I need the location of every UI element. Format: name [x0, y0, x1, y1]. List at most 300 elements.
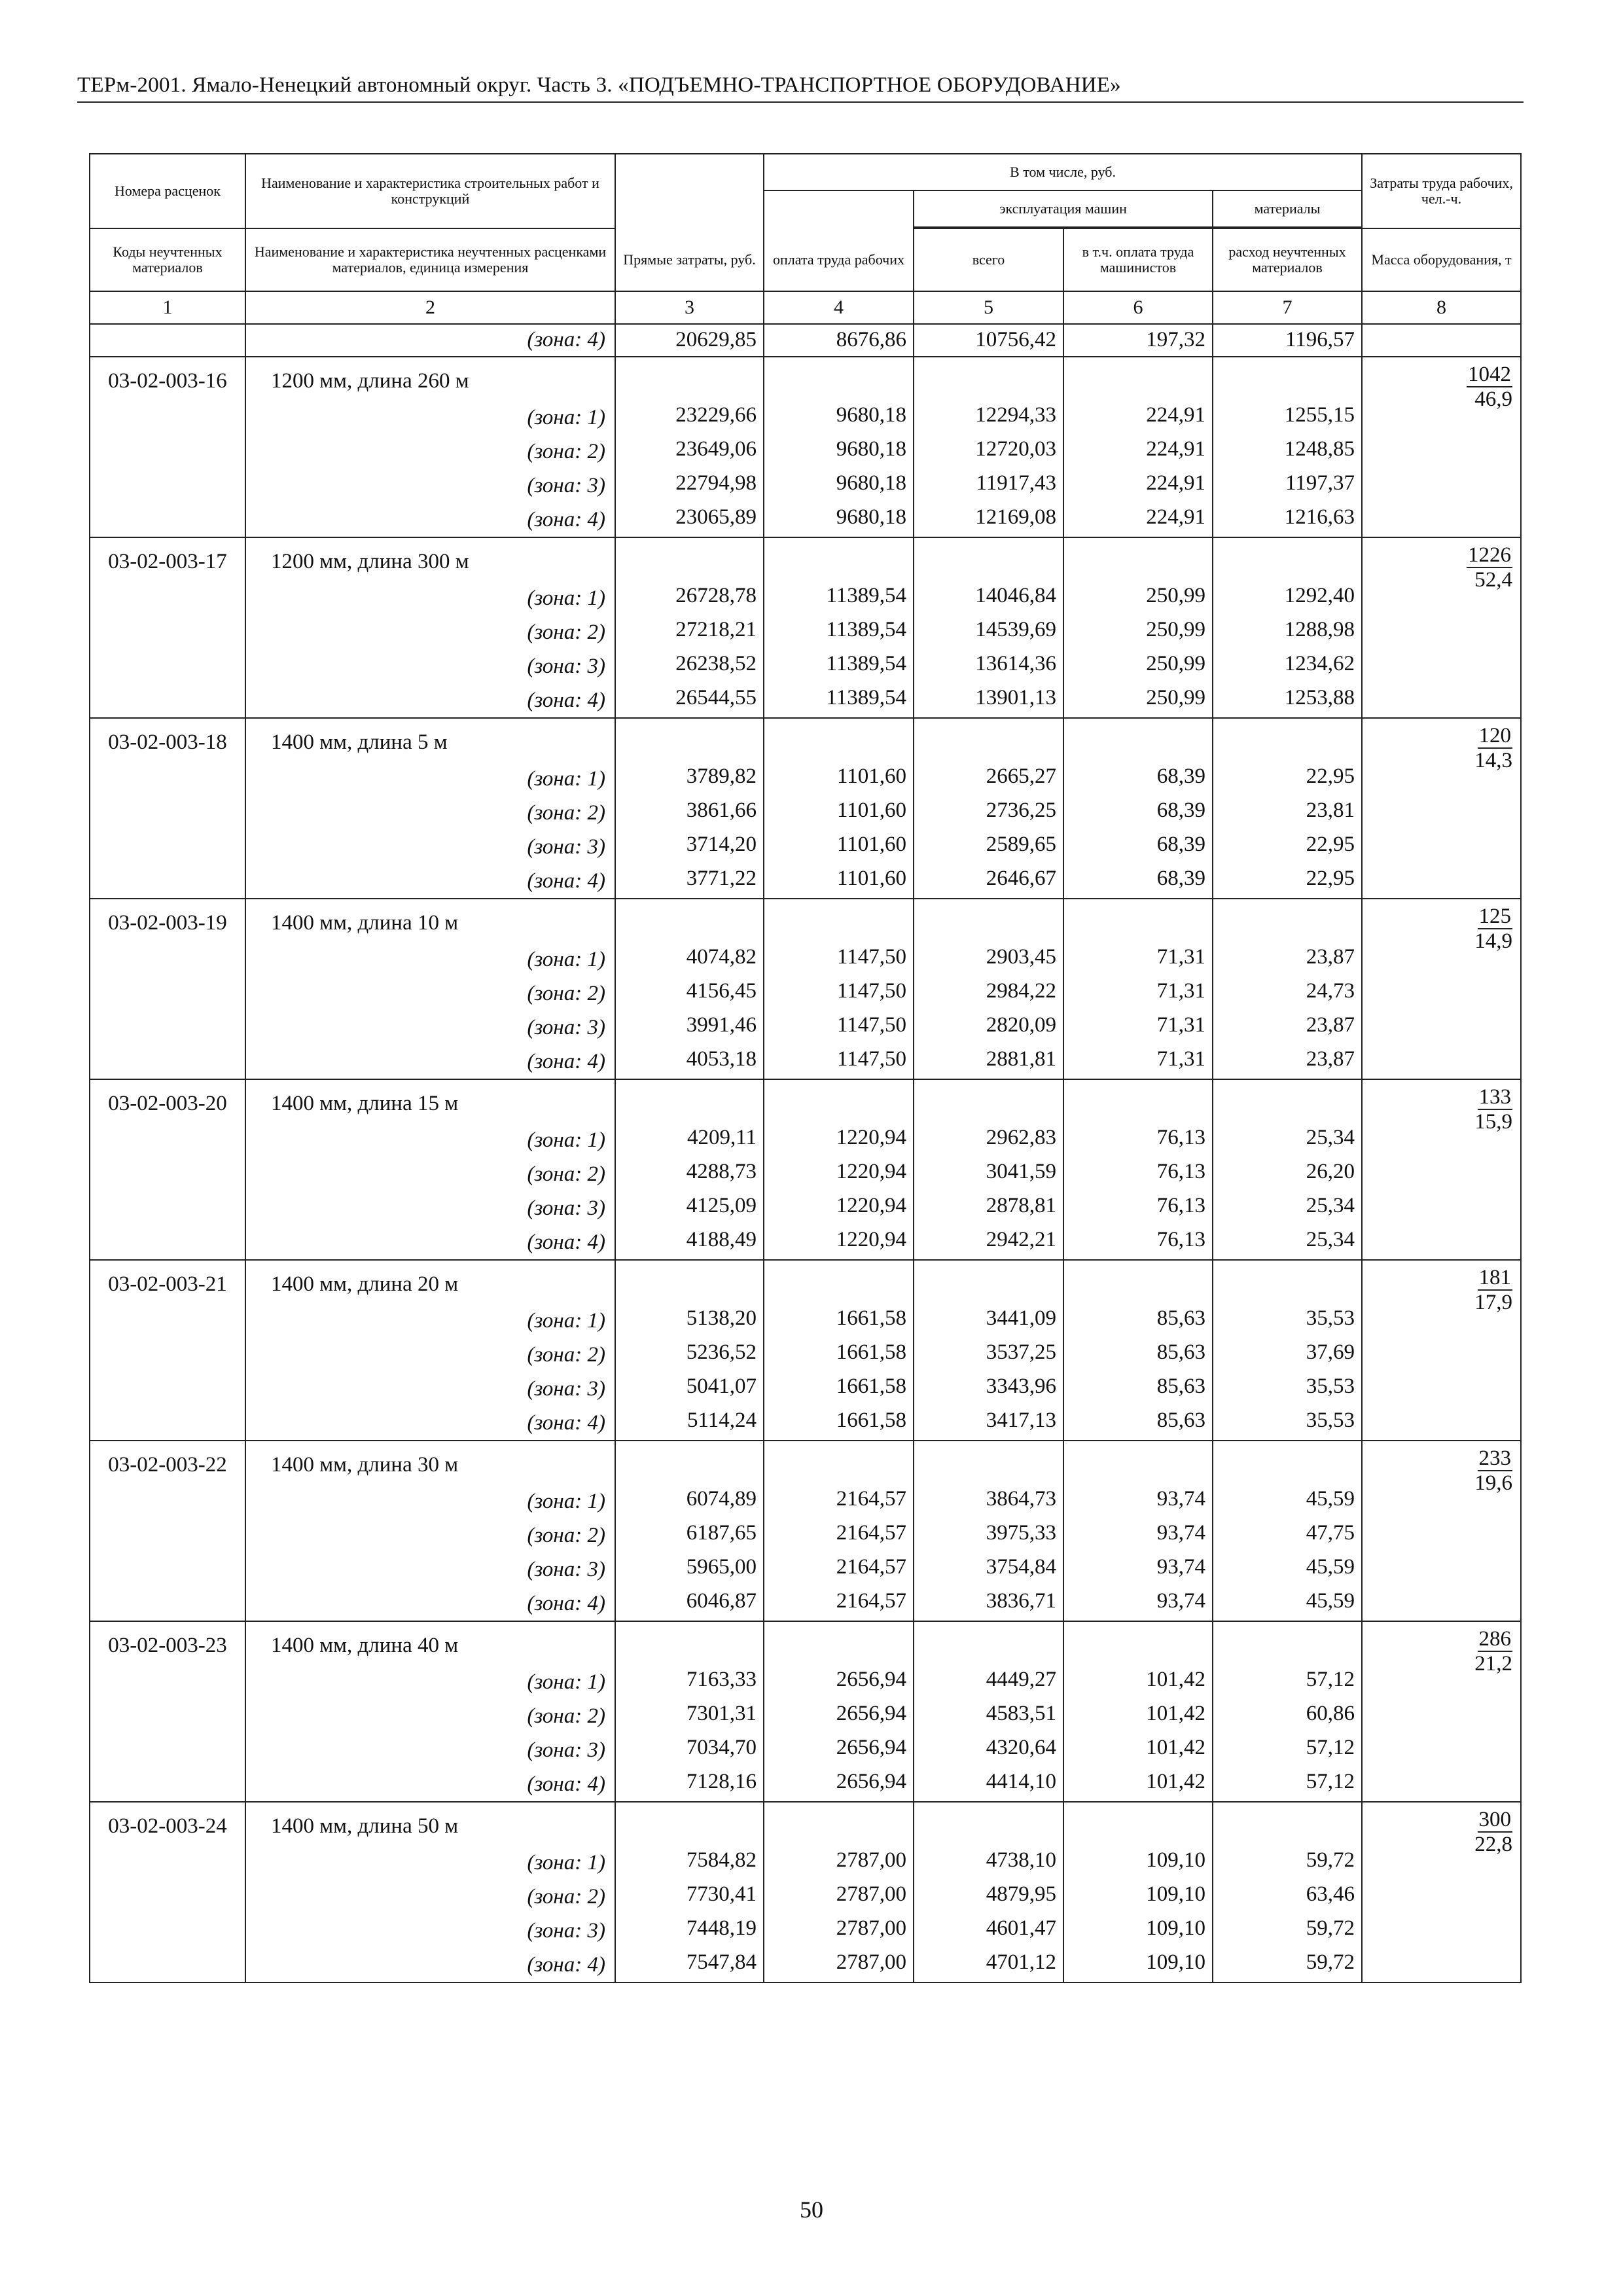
rate-row — [90, 357, 1521, 537]
labor-mass-cell — [1362, 1621, 1521, 1802]
machine-total-value: 3864,73 — [986, 1487, 1056, 1511]
operators-pay-value: 68,39 — [1156, 833, 1205, 856]
header-direct-costs: Прямые затраты, руб. — [615, 228, 764, 291]
zone-label: (зона: 2) — [527, 1162, 605, 1186]
spacer — [1064, 1080, 1212, 1121]
zone-label: (зона: 4) — [527, 1050, 605, 1073]
direct-cost-value-cell — [615, 1441, 764, 1621]
labor-mass-cell — [1362, 1260, 1521, 1441]
machine-total-value-cell — [914, 357, 1063, 537]
header-total: всего — [914, 228, 1063, 291]
direct-cost-value: 26238,52 — [675, 652, 757, 675]
direct-cost-value-cell — [615, 357, 764, 537]
spacer — [764, 357, 913, 398]
machine-total-value: 3041,59 — [986, 1160, 1056, 1183]
labor-cost-value: 286 — [1478, 1627, 1512, 1651]
rate-row — [90, 1621, 1521, 1802]
spacer — [764, 1441, 913, 1482]
column-number: 5 — [914, 291, 1063, 324]
operators-pay-value: 68,39 — [1156, 867, 1205, 890]
zone-label: (зона: 1) — [527, 767, 605, 791]
machine-total-value: 3975,33 — [986, 1521, 1056, 1545]
materials-value: 57,12 — [1306, 1668, 1355, 1691]
machine-total-value-cell — [914, 1260, 1063, 1441]
materials-value-cell — [1213, 537, 1362, 718]
materials-value: 1255,15 — [1284, 403, 1355, 427]
operators-pay-value: 76,13 — [1156, 1194, 1205, 1217]
rate-code: 03-02-003-17 — [108, 550, 227, 573]
machine-total-value-cell — [914, 1621, 1063, 1802]
spacer — [1213, 719, 1361, 759]
zone-label: (зона: 3) — [527, 835, 605, 859]
spacer — [1064, 899, 1212, 940]
operators-pay-value-cell — [1063, 1802, 1213, 1982]
materials-value-cell — [1213, 899, 1362, 1079]
direct-cost-value: 20629,85 — [675, 328, 757, 351]
materials-value: 45,59 — [1306, 1589, 1355, 1613]
direct-cost-value: 23065,89 — [675, 505, 757, 529]
workers-pay-value: 1220,94 — [836, 1126, 906, 1149]
operators-pay-value: 109,10 — [1146, 1950, 1205, 1974]
materials-value: 1216,63 — [1284, 505, 1355, 529]
zone-label: (зона: 3) — [527, 1558, 605, 1581]
materials-value: 59,72 — [1306, 1916, 1355, 1940]
materials-value: 45,59 — [1306, 1555, 1355, 1579]
direct-cost-value: 5138,20 — [686, 1306, 757, 1330]
spacer — [1213, 538, 1361, 579]
machine-total-value: 2665,27 — [986, 764, 1056, 788]
rate-row — [90, 899, 1521, 1079]
materials-value: 37,69 — [1306, 1340, 1355, 1364]
machine-total-value-cell — [914, 1079, 1063, 1260]
machine-total-value: 3343,96 — [986, 1374, 1056, 1398]
spacer — [914, 719, 1063, 759]
direct-cost-value: 7163,33 — [686, 1668, 757, 1691]
spacer — [616, 538, 763, 579]
zone-label: (зона: 1) — [527, 1851, 605, 1874]
zone-label: (зона: 4) — [527, 1411, 605, 1435]
zone-label: (зона: 3) — [527, 1377, 605, 1401]
equipment-mass-value: 46,9 — [1474, 387, 1513, 411]
spacer — [616, 1441, 763, 1482]
materials-value: 1197,37 — [1285, 471, 1355, 495]
rate-code-cell — [90, 357, 245, 537]
operators-pay-value: 76,13 — [1156, 1160, 1205, 1183]
column-number: 3 — [615, 291, 764, 324]
zone-label: (зона: 4) — [527, 508, 605, 531]
machine-total-value-cell — [914, 1441, 1063, 1621]
machine-total-value-cell — [914, 537, 1063, 718]
operators-pay-value: 76,13 — [1156, 1126, 1205, 1149]
direct-cost-value-cell — [615, 1079, 764, 1260]
zone-label: (зона: 3) — [527, 1196, 605, 1220]
rate-name: 1400 мм, длина 50 м — [271, 1814, 459, 1838]
labor-mass-fraction — [1363, 1080, 1520, 1134]
column-number: 2 — [245, 291, 615, 324]
rate-code: 03-02-003-20 — [108, 1092, 227, 1115]
spacer — [914, 1261, 1063, 1301]
workers-pay-value: 2164,57 — [836, 1521, 906, 1545]
operators-pay-value: 71,31 — [1156, 1047, 1205, 1071]
materials-value: 35,53 — [1306, 1374, 1355, 1398]
direct-cost-value: 7301,31 — [686, 1702, 757, 1725]
zone-label: (зона: 4) — [527, 328, 605, 351]
operators-pay-value: 93,74 — [1156, 1589, 1205, 1613]
rate-name: 1200 мм, длина 300 м — [271, 550, 469, 573]
zone-label: (зона: 4) — [527, 1953, 605, 1977]
direct-cost-value-cell — [615, 1802, 764, 1982]
machine-total-value: 4449,27 — [986, 1668, 1056, 1691]
labor-cost-value: 125 — [1478, 905, 1512, 928]
labor-mass-fraction — [1363, 899, 1520, 953]
spacer — [616, 719, 763, 759]
materials-value-cell — [1213, 1802, 1362, 1982]
operators-pay-value-cell — [1063, 1441, 1213, 1621]
operators-pay-value-cell — [1063, 899, 1213, 1079]
spacer — [914, 538, 1063, 579]
equipment-mass-value: 15,9 — [1474, 1110, 1513, 1134]
machine-total-value: 14539,69 — [975, 618, 1056, 641]
spacer — [616, 357, 763, 398]
rate-row — [90, 1441, 1521, 1621]
operators-pay-value: 109,10 — [1146, 1916, 1205, 1940]
zone-label: (зона: 2) — [527, 982, 605, 1005]
labor-mass-fraction — [1363, 1261, 1520, 1314]
workers-pay-value: 2164,57 — [836, 1555, 906, 1579]
header-material-name: Наименование и характеристика неучтенных расценками материалов, единица измерения — [245, 228, 615, 291]
workers-pay-value: 1661,58 — [836, 1306, 906, 1330]
materials-value: 35,53 — [1306, 1408, 1355, 1432]
direct-cost-value: 3714,20 — [686, 833, 757, 856]
rate-name-cell — [245, 537, 615, 718]
rate-name-cell — [245, 1441, 615, 1621]
rate-row — [90, 537, 1521, 718]
direct-cost-value: 4125,09 — [686, 1194, 757, 1217]
direct-cost-value: 4288,73 — [686, 1160, 757, 1183]
materials-value: 22,95 — [1306, 764, 1355, 788]
workers-pay-value: 1661,58 — [836, 1374, 906, 1398]
operators-pay-value: 93,74 — [1156, 1555, 1205, 1579]
zone-label: (зона: 2) — [527, 1704, 605, 1728]
labor-mass-fraction — [1363, 357, 1520, 411]
materials-value: 57,12 — [1306, 1770, 1355, 1793]
spacer — [616, 1622, 763, 1662]
materials-value: 23,87 — [1306, 1013, 1355, 1037]
operators-pay-value: 85,63 — [1156, 1340, 1205, 1364]
spacer — [1213, 1803, 1361, 1843]
spacer — [764, 1622, 913, 1662]
column-number: 1 — [90, 291, 245, 324]
operators-pay-value-cell — [1063, 718, 1213, 899]
direct-cost-value-cell — [615, 537, 764, 718]
rate-name-cell — [245, 718, 615, 899]
machine-total-value: 12294,33 — [975, 403, 1056, 427]
operators-pay-value-cell — [1063, 1079, 1213, 1260]
materials-value: 63,46 — [1306, 1882, 1355, 1906]
spacer — [764, 1803, 913, 1843]
zone-label: (зона: 2) — [527, 1885, 605, 1909]
workers-pay-value: 1220,94 — [836, 1228, 906, 1251]
zone-label: (зона: 1) — [527, 948, 605, 971]
workers-pay-value: 11389,54 — [826, 618, 906, 641]
materials-value: 45,59 — [1306, 1487, 1355, 1511]
materials-value: 47,75 — [1306, 1521, 1355, 1545]
zone-label: (зона: 3) — [527, 1016, 605, 1039]
header-labor-costs: Затраты труда рабочих, чел.-ч. — [1362, 154, 1521, 228]
machine-total-value: 2881,81 — [986, 1047, 1056, 1071]
zone-label: (зона: 1) — [527, 1128, 605, 1152]
rate-row — [90, 1079, 1521, 1260]
direct-cost-value: 5041,07 — [686, 1374, 757, 1398]
workers-pay-value-cell — [764, 1621, 914, 1802]
operators-pay-value: 109,10 — [1146, 1882, 1205, 1906]
operators-pay-value: 71,31 — [1156, 1013, 1205, 1037]
equipment-mass-value: 14,3 — [1474, 749, 1513, 772]
materials-value: 1196,57 — [1285, 328, 1355, 351]
equipment-mass-value: 14,9 — [1474, 929, 1513, 953]
rate-name: 1400 мм, длина 30 м — [271, 1453, 459, 1477]
operators-pay-value: 68,39 — [1156, 764, 1205, 788]
header-blank — [615, 154, 764, 190]
machine-total-value: 12169,08 — [975, 505, 1056, 529]
spacer — [764, 719, 913, 759]
materials-value: 23,81 — [1306, 798, 1355, 822]
operators-pay-value: 71,31 — [1156, 979, 1205, 1003]
equipment-mass-value: 19,6 — [1474, 1471, 1513, 1495]
direct-cost-value-cell — [615, 899, 764, 1079]
materials-value: 25,34 — [1306, 1126, 1355, 1149]
rate-name-cell — [245, 1260, 615, 1441]
workers-pay-value: 11389,54 — [826, 652, 906, 675]
rates-table-container — [89, 153, 1522, 1983]
spacer — [1213, 1080, 1361, 1121]
operators-pay-value-cell — [1063, 537, 1213, 718]
labor-cost-value: 181 — [1478, 1266, 1512, 1289]
workers-pay-value: 9680,18 — [836, 403, 906, 427]
labor-mass-fraction — [1363, 719, 1520, 772]
rate-name-cell — [245, 1079, 615, 1260]
machine-total-value: 4320,64 — [986, 1736, 1056, 1759]
labor-mass-cell — [1362, 357, 1521, 537]
operators-pay-value: 250,99 — [1146, 652, 1205, 675]
spacer — [616, 1261, 763, 1301]
zone-label: (зона: 4) — [527, 1230, 605, 1254]
operators-pay-value-cell — [1063, 357, 1213, 537]
rate-code: 03-02-003-23 — [108, 1634, 227, 1657]
rate-code-cell — [90, 718, 245, 899]
workers-pay-value-cell — [764, 1079, 914, 1260]
spacer — [764, 1080, 913, 1121]
header-material-codes: Коды неучтенных материалов — [90, 228, 245, 291]
rate-name: 1400 мм, длина 40 м — [271, 1634, 459, 1657]
header-blank-2 — [615, 190, 764, 227]
operators-pay-value: 109,10 — [1146, 1848, 1205, 1872]
materials-value: 57,12 — [1306, 1736, 1355, 1759]
workers-pay-value: 9680,18 — [836, 437, 906, 461]
materials-value-cell — [1213, 1079, 1362, 1260]
spacer — [1064, 1622, 1212, 1662]
direct-cost-value: 3789,82 — [686, 764, 757, 788]
operators-pay-value: 224,91 — [1146, 505, 1205, 529]
operators-pay-value: 101,42 — [1146, 1702, 1205, 1725]
header-operators-pay: в т.ч. оплата труда машинистов — [1063, 228, 1213, 291]
spacer — [1213, 1441, 1361, 1482]
labor-mass-cell — [1362, 1802, 1521, 1982]
machine-total-value: 10756,42 — [975, 328, 1056, 351]
column-number: 6 — [1063, 291, 1213, 324]
direct-cost-value: 7034,70 — [686, 1736, 757, 1759]
machine-total-value: 4701,12 — [986, 1950, 1056, 1974]
spacer — [764, 1261, 913, 1301]
workers-pay-value-cell — [764, 357, 914, 537]
direct-cost-value: 4188,49 — [686, 1228, 757, 1251]
operators-pay-value: 197,32 — [1146, 328, 1205, 351]
materials-value-cell — [1213, 1260, 1362, 1441]
operators-pay-value: 250,99 — [1146, 686, 1205, 709]
spacer — [1064, 357, 1212, 398]
workers-pay-value: 1147,50 — [836, 979, 906, 1003]
spacer — [764, 899, 913, 940]
direct-cost-value: 4074,82 — [686, 945, 757, 969]
materials-value: 1234,62 — [1284, 652, 1355, 675]
operators-pay-value: 224,91 — [1146, 437, 1205, 461]
workers-pay-value: 2787,00 — [836, 1916, 906, 1940]
workers-pay-value: 2787,00 — [836, 1882, 906, 1906]
zone-label: (зона: 1) — [527, 1309, 605, 1333]
rate-name: 1400 мм, длина 5 м — [271, 730, 448, 754]
spacer — [1213, 357, 1361, 398]
labor-mass-cell — [1362, 1441, 1521, 1621]
operators-pay-value: 224,91 — [1146, 403, 1205, 427]
operators-pay-value: 85,63 — [1156, 1408, 1205, 1432]
direct-cost-value-cell — [615, 1621, 764, 1802]
materials-value: 1248,85 — [1284, 437, 1355, 461]
page-header — [77, 73, 1524, 103]
workers-pay-value: 11389,54 — [826, 686, 906, 709]
rate-name: 1400 мм, длина 10 м — [271, 911, 459, 935]
direct-cost-value-cell — [615, 718, 764, 899]
machine-total-value: 3754,84 — [986, 1555, 1056, 1579]
operators-pay-value-cell — [1063, 1621, 1213, 1802]
operators-pay-value: 101,42 — [1146, 1668, 1205, 1691]
zone-label: (зона: 2) — [527, 1343, 605, 1367]
direct-cost-value: 23229,66 — [675, 403, 757, 427]
labor-mass-cell — [1362, 1079, 1521, 1260]
operators-pay-value-cell — [1063, 1260, 1213, 1441]
direct-cost-value: 6074,89 — [686, 1487, 757, 1511]
workers-pay-value: 2656,94 — [836, 1770, 906, 1793]
materials-value: 35,53 — [1306, 1306, 1355, 1330]
direct-cost-value: 26544,55 — [675, 686, 757, 709]
rates-table — [89, 153, 1522, 1983]
workers-pay-value-cell — [764, 1260, 914, 1441]
direct-cost-value: 3861,66 — [686, 798, 757, 822]
workers-pay-value: 2787,00 — [836, 1848, 906, 1872]
materials-value: 22,95 — [1306, 833, 1355, 856]
header-work-name: Наименование и характеристика строительных работ и конструкций — [245, 154, 615, 228]
header-including: В том числе, руб. — [764, 154, 1362, 190]
machine-total-value: 4879,95 — [986, 1882, 1056, 1906]
labor-mass-fraction — [1363, 1622, 1520, 1676]
workers-pay-value-cell — [764, 1441, 914, 1621]
rate-name: 1400 мм, длина 15 м — [271, 1092, 459, 1115]
workers-pay-value: 2164,57 — [836, 1589, 906, 1613]
workers-pay-value: 2164,57 — [836, 1487, 906, 1511]
workers-pay-value: 1220,94 — [836, 1160, 906, 1183]
zone-label: (зона: 3) — [527, 1738, 605, 1762]
table-header — [90, 154, 1521, 324]
zone-label: (зона: 2) — [527, 1524, 605, 1547]
zone-label: (зона: 2) — [527, 440, 605, 463]
zone-label: (зона: 1) — [527, 1490, 605, 1513]
operators-pay-value: 250,99 — [1146, 618, 1205, 641]
column-number: 7 — [1213, 291, 1362, 324]
rate-name: 1200 мм, длина 260 м — [271, 369, 469, 393]
materials-value: 25,34 — [1306, 1194, 1355, 1217]
direct-cost-value: 7547,84 — [686, 1950, 757, 1974]
materials-value: 60,86 — [1306, 1702, 1355, 1725]
zone-label: (зона: 3) — [527, 1919, 605, 1943]
labor-mass-cell — [1362, 899, 1521, 1079]
spacer — [914, 1622, 1063, 1662]
rate-code-cell — [90, 537, 245, 718]
header-workers-pay: оплата труда рабочих — [764, 228, 914, 291]
operators-pay-value: 85,63 — [1156, 1374, 1205, 1398]
workers-pay-value-cell — [764, 718, 914, 899]
direct-cost-value: 27218,21 — [675, 618, 757, 641]
materials-value: 59,72 — [1306, 1950, 1355, 1974]
header-rate-numbers: Номера расценок — [90, 154, 245, 228]
direct-cost-value: 7584,82 — [686, 1848, 757, 1872]
materials-value-cell — [1213, 1441, 1362, 1621]
direct-cost-value: 26728,78 — [675, 584, 757, 607]
workers-pay-value: 2656,94 — [836, 1736, 906, 1759]
equipment-mass-value: 52,4 — [1474, 568, 1513, 592]
rate-row — [90, 1802, 1521, 1982]
workers-pay-value-cell — [764, 537, 914, 718]
zone-label: (зона: 1) — [527, 1670, 605, 1694]
direct-cost-value: 4209,11 — [687, 1126, 757, 1149]
equipment-mass-value: 21,2 — [1474, 1652, 1513, 1676]
direct-cost-value: 22794,98 — [675, 471, 757, 495]
column-number: 8 — [1362, 291, 1521, 324]
workers-pay-value: 1147,50 — [836, 1013, 906, 1037]
machine-total-value: 2646,67 — [986, 867, 1056, 890]
workers-pay-value: 1101,60 — [836, 764, 906, 788]
materials-value: 1292,40 — [1284, 584, 1355, 607]
operators-pay-value: 101,42 — [1146, 1770, 1205, 1793]
materials-value: 24,73 — [1306, 979, 1355, 1003]
machine-total-value: 2903,45 — [986, 945, 1056, 969]
machine-total-value-cell — [914, 899, 1063, 1079]
machine-total-value: 4583,51 — [986, 1702, 1056, 1725]
machine-total-value: 2736,25 — [986, 798, 1056, 822]
rate-name-cell — [245, 357, 615, 537]
workers-pay-value: 2656,94 — [836, 1668, 906, 1691]
materials-value: 1288,98 — [1284, 618, 1355, 641]
materials-value-cell — [1213, 718, 1362, 899]
carryover-row — [90, 324, 1521, 357]
direct-cost-value: 4053,18 — [686, 1047, 757, 1071]
materials-value: 23,87 — [1306, 1047, 1355, 1071]
spacer — [1213, 899, 1361, 940]
operators-pay-value: 85,63 — [1156, 1306, 1205, 1330]
rate-code-cell — [90, 1621, 245, 1802]
labor-mass-cell — [1362, 537, 1521, 718]
operators-pay-value: 68,39 — [1156, 798, 1205, 822]
rate-code-cell — [90, 1079, 245, 1260]
direct-cost-value: 6187,65 — [686, 1521, 757, 1545]
